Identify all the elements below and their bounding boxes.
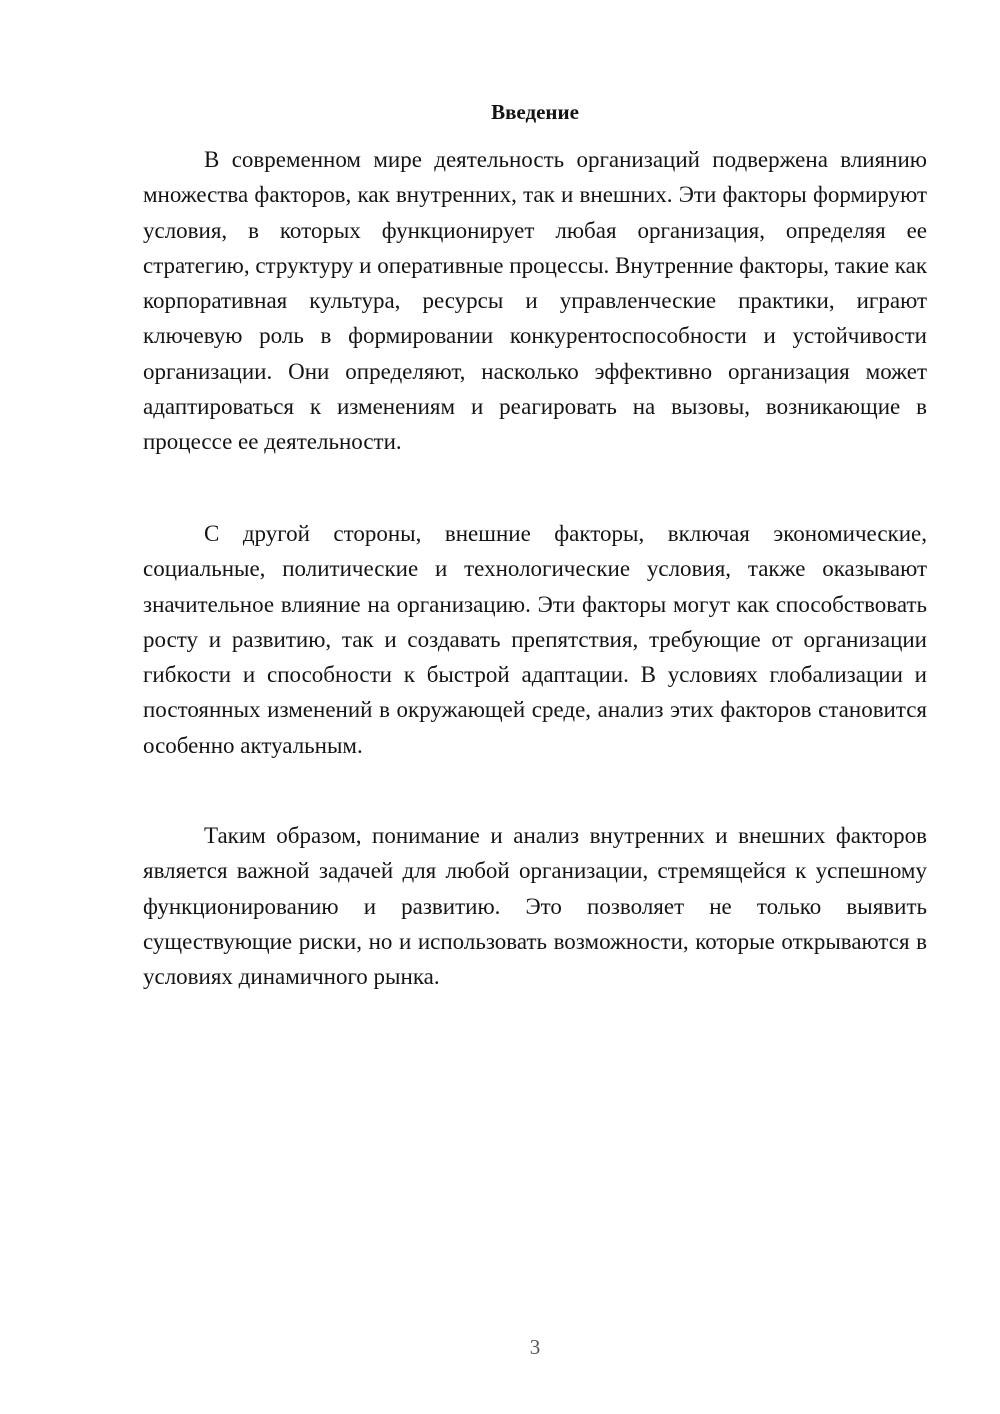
page-title: Введение	[491, 100, 579, 124]
page-number: 3	[529, 1335, 541, 1359]
paragraph-3: Таким образом, понимание и анализ внутренних и внешних факторов является важной задачей для любой организации, стремящейся к успешному функционированию и развитию. Это позволяет не только выявить существующие риски, но и использовать возможности, которые открываются в условиях динамичного рынка.	[143, 823, 927, 990]
paragraph-1: В современном мире деятельность организаций подвержена влиянию множества факторов, как внутренних, так и внешних. Эти факторы формируют условия, в которых функционирует любая организация, определяя ее стратегию, структуру и оперативные процессы. Внутренние факторы, такие как корпоративная культура, ресурсы и управленческие практики, играют ключевую роль в формировании конкурентоспособности и устойчивости организации. Они определяют, насколько эффективно организация может адаптироваться к изменениям и реагировать на вызовы, возникающие в процессе ее деятельности.	[143, 147, 927, 455]
paragraph-2: С другой стороны, внешние факторы, включая экономические, социальные, политические и технологические условия, также оказывают значительное влияние на организацию. Эти факторы могут как способствовать росту и развитию, так и создавать препятствия, требующие от организации гибкости и способности к быстрой адаптации. В условиях глобализации и постоянных изменений в окружающей среде, анализ этих факторов становится особенно актуальным.	[143, 521, 927, 758]
